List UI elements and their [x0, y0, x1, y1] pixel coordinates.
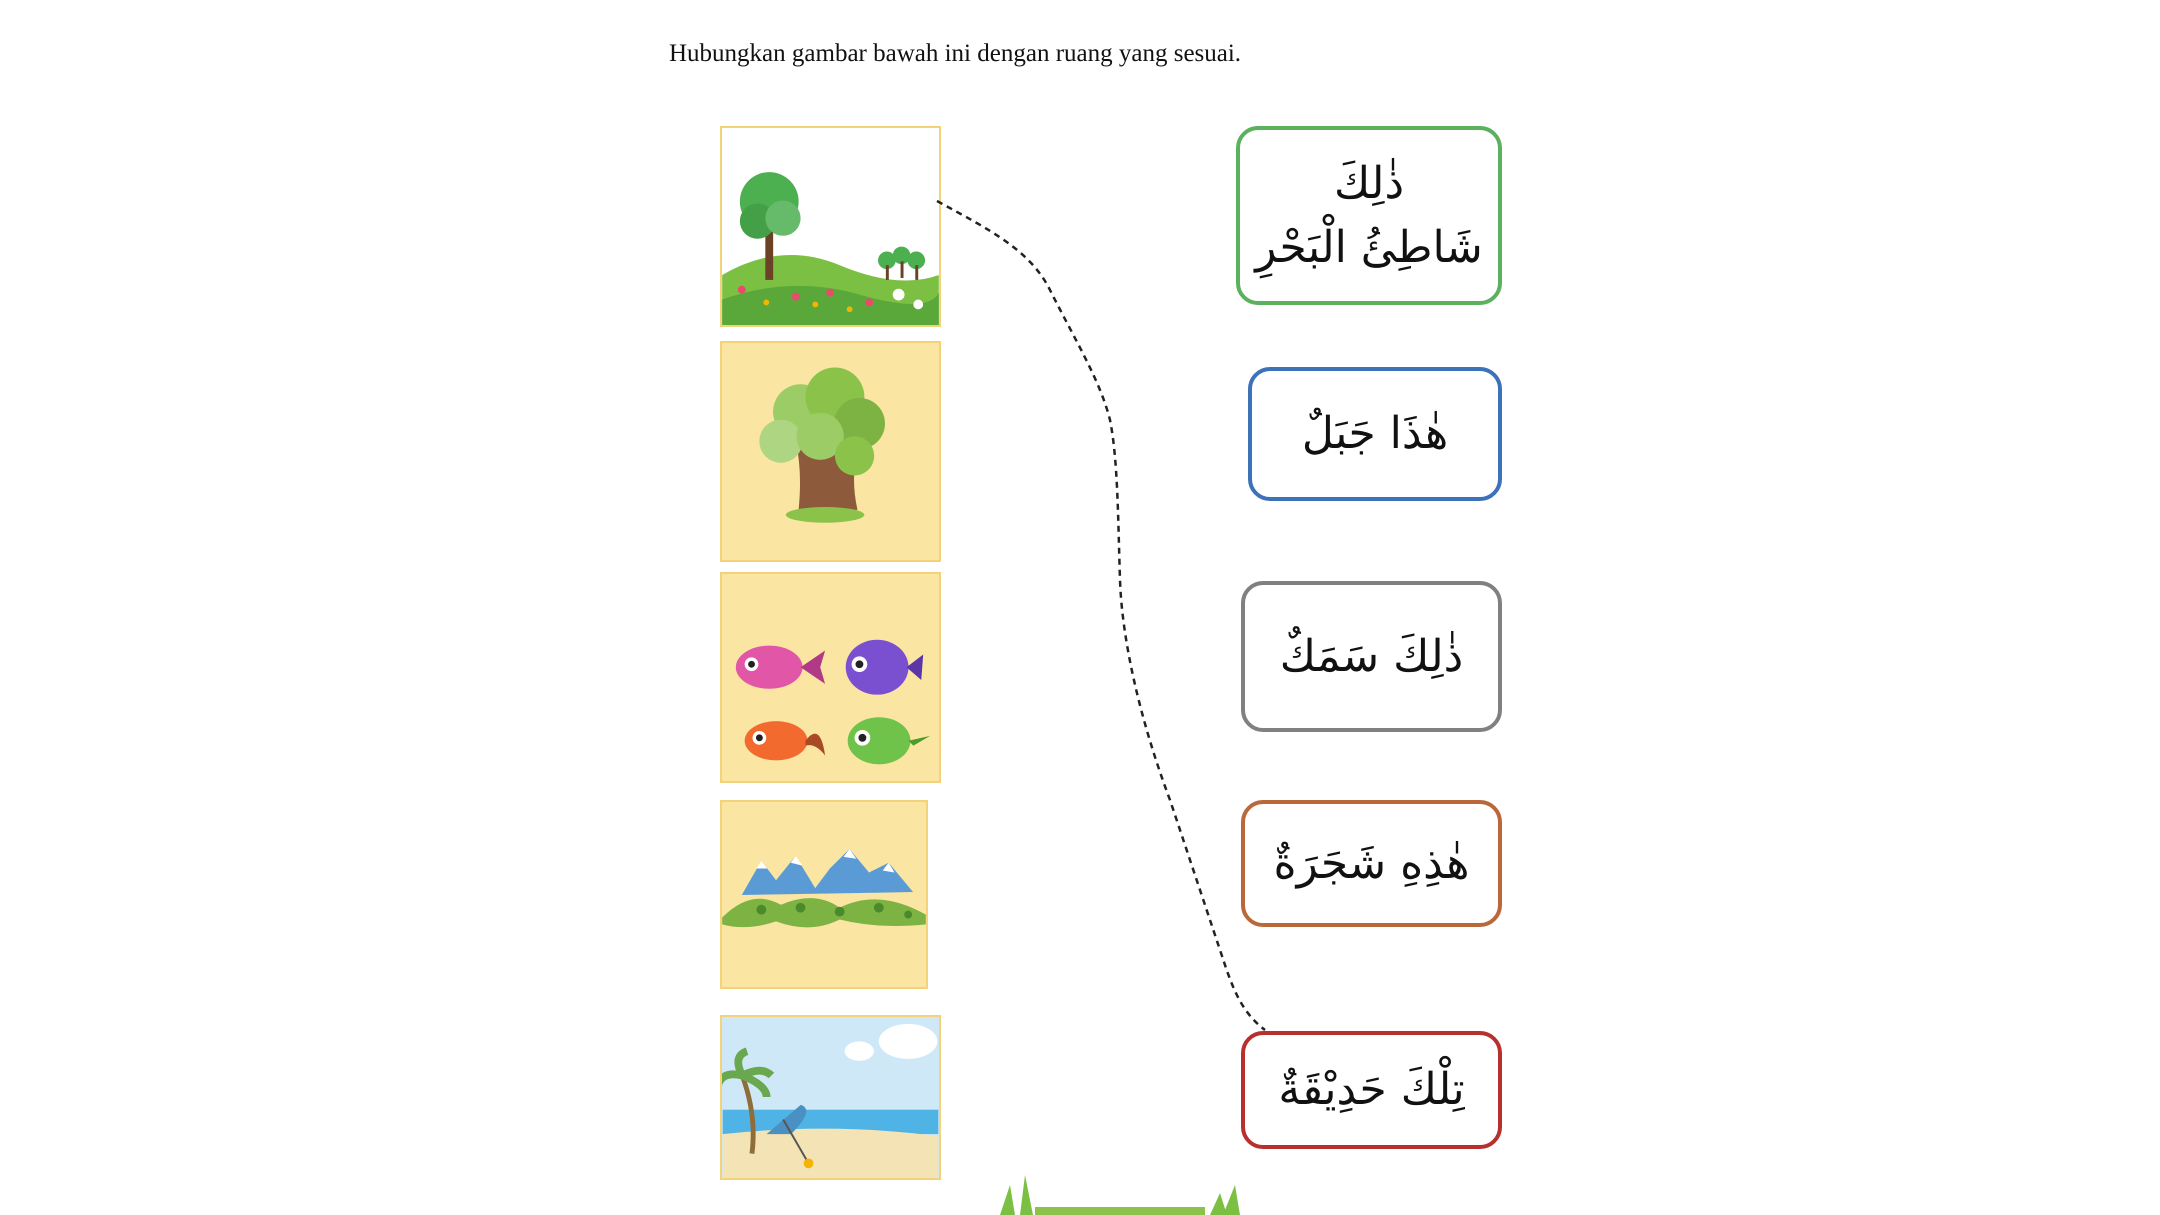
word-card-3-line-1: ذٰلِكَ سَمَكٌ: [1279, 630, 1464, 682]
instruction-text: Hubungkan gambar bawah ini dengan ruang yang sesuai.: [669, 40, 1242, 67]
grass-decoration: [995, 1165, 1245, 1215]
word-card-1-line-1: ذٰلِكَ: [1333, 157, 1405, 209]
word-card-4-line-1: هٰذِهِ شَجَرَةٌ: [1273, 837, 1470, 889]
word-card-5-line-1: تِلْكَ حَدِيْقَةٌ: [1278, 1064, 1465, 1116]
word-card-2-line-1: هٰذَا جَبَلٌ: [1301, 408, 1449, 460]
word-card-1-line-2: شَاطِئُ الْبَحْرِ: [1255, 221, 1483, 273]
